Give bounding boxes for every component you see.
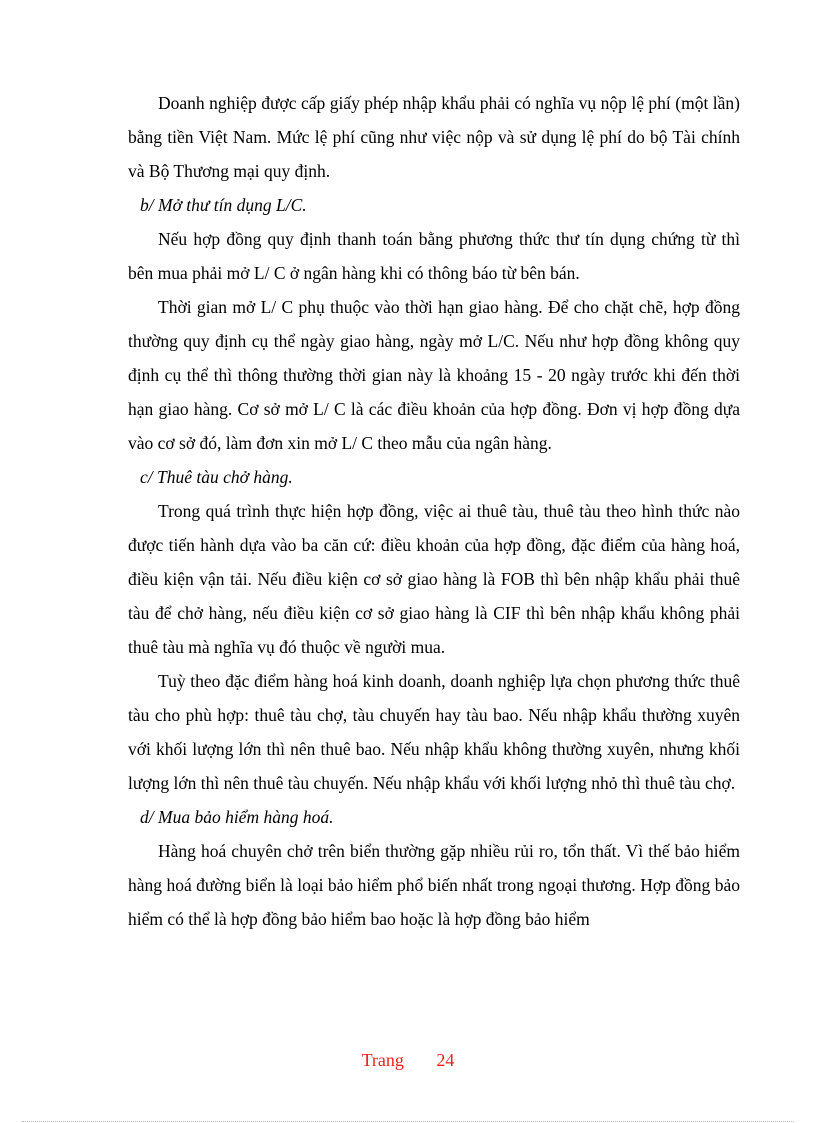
paragraph-charter-method: Tuỳ theo đặc điểm hàng hoá kinh doanh, doanh nghiệp lựa chọn phương thức thuê tàu cho phù hợp: thuê tàu chợ, tàu chuyến hay tàu bao. Nếu nhập khẩu thường xuyên với khối lượng lớn thì nên thuê bao. Nếu nhập khẩu không thường xuyên, nhưng khối lượng lớn thì nên thuê tàu chuyến. Nếu nhập khẩu với khối lượng nhỏ thì thuê tàu chợ. (128, 671, 740, 793)
paragraph-license-fee: Doanh nghiệp được cấp giấy phép nhập khẩu phải có nghĩa vụ nộp lệ phí (một lần) bằng tiền Việt Nam. Mức lệ phí cũng như việc nộp và sử dụng lệ phí do bộ Tài chính và Bộ Thương mại quy định. (128, 93, 740, 181)
paragraph-lc-timing: Thời gian mở L/ C phụ thuộc vào thời hạn giao hàng. Để cho chặt chẽ, hợp đồng thường quy định cụ thể ngày giao hàng, ngày mở L/C. Nếu như hợp đồng không quy định cụ thể thì thông thường thời gian này là khoảng 15 - 20 ngày trước khi đến thời hạn giao hàng. Cơ sở mở L/ C là các điều khoản của hợp đồng. Đơn vị hợp đồng dựa vào cơ sở đó, làm đơn xin mở L/ C theo mẫu của ngân hàng. (128, 297, 740, 453)
paragraph-charter-basis: Trong quá trình thực hiện hợp đồng, việc ai thuê tàu, thuê tàu theo hình thức nào được tiến hành dựa vào ba căn cứ: điều khoản của hợp đồng, đặc điểm của hàng hoá, điều kiện vận tải. Nếu điều kiện cơ sở giao hàng là FOB thì bên nhập khẩu phải thuê tàu để chở hàng, nếu điều kiện cơ sở giao hàng là CIF thì bên nhập khẩu không phải thuê tàu mà nghĩa vụ đó thuộc về người mua. (128, 501, 740, 657)
document-body (128, 86, 740, 936)
page-label: Trang (361, 1050, 404, 1070)
page-footer (0, 1046, 816, 1074)
heading-open-lc: b/ Mở thư tín dụng L/C. (140, 195, 307, 215)
page-number: 24 (436, 1050, 455, 1070)
heading-buy-insurance: d/ Mua bảo hiểm hàng hoá. (140, 807, 334, 827)
paragraph-lc-payment: Nếu hợp đồng quy định thanh toán bằng phương thức thư tín dụng chứng từ thì bên mua phải mở L/ C ở ngân hàng khi có thông báo từ bên bán. (128, 229, 740, 283)
page-bottom-divider (22, 1121, 794, 1122)
paragraph-insurance: Hàng hoá chuyên chở trên biển thường gặp nhiều rủi ro, tổn thất. Vì thế bảo hiểm hàng hoá đường biển là loại bảo hiểm phổ biến nhất trong ngoại thương. Hợp đồng bảo hiểm có thể là hợp đồng bảo hiểm bao hoặc là hợp đồng bảo hiểm (128, 841, 740, 929)
heading-charter-ship: c/ Thuê tàu chở hàng. (140, 467, 293, 487)
